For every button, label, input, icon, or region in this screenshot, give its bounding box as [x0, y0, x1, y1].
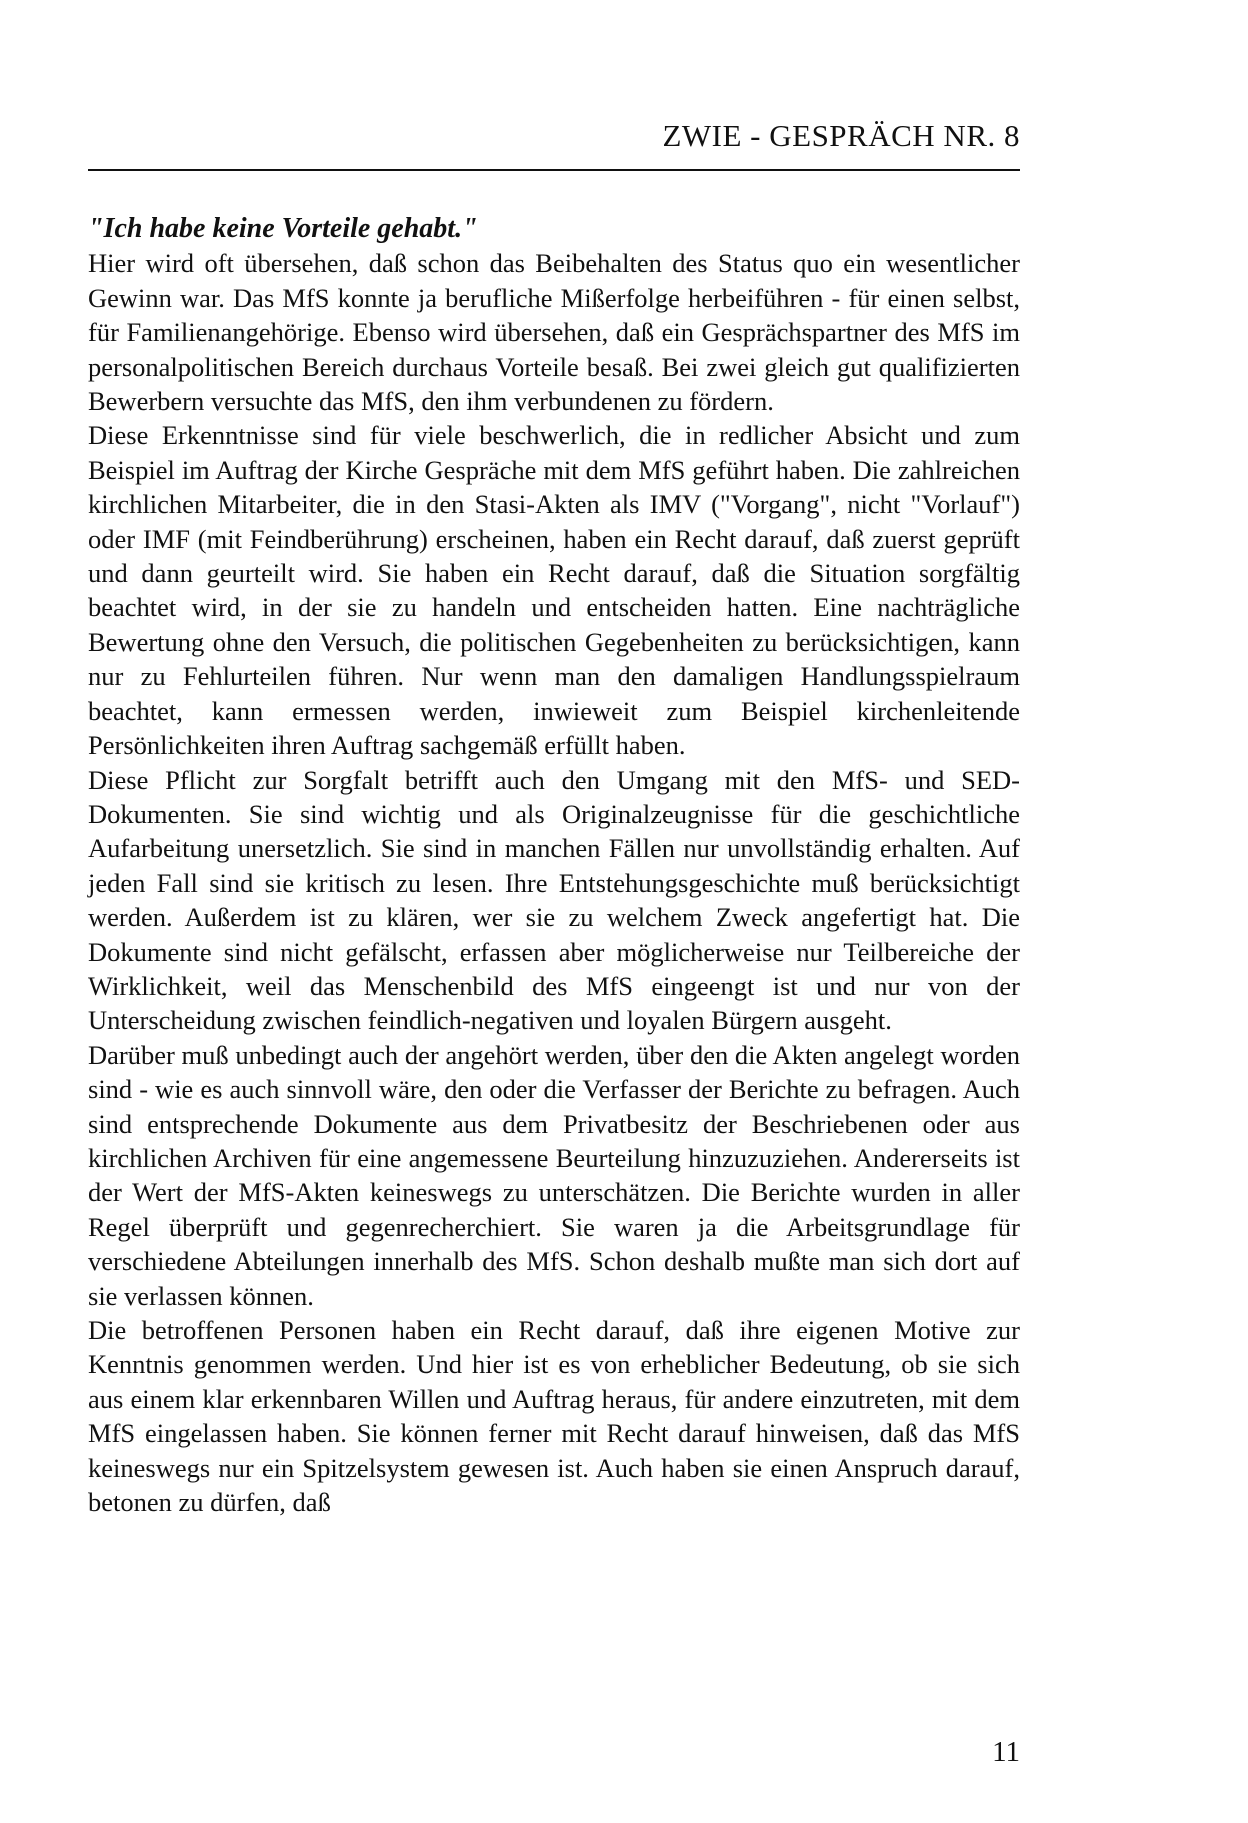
section-heading: "Ich habe keine Vorteile gehabt.": [88, 213, 478, 244]
header-rule: [88, 169, 1020, 171]
page-number: 11: [992, 1736, 1020, 1768]
running-header: ZWIE - GESPRÄCH NR. 8: [662, 118, 1020, 153]
paragraph: Diese Erkenntnisse sind für viele beschwerlich, die in redlicher Absicht und zum Beispiel im Auftrag der Kirche Gespräche mit dem MfS geführt haben. Die zahlreichen kirchlichen Mitarbeiter, die in den Stasi-Akten als IMV ("Vorgang", nicht "Vorlauf") oder IMF (mit Feindberührung) erscheinen, haben ein Recht darauf, daß zuerst geprüft und dann geurteilt wird. Sie haben ein Recht darauf, daß die Situation sorgfältig beachtet wird, in der sie zu handeln und entscheiden hatten. Eine nachträgliche Bewertung ohne den Versuch, die politischen Gegebenheiten zu berücksichtigen, kann nur zu Fehlurteilen führen. Nur wenn man den damaligen Handlungsspielraum beachtet, kann ermessen werden, inwieweit zum Beispiel kirchenleitende Persönlichkeiten ihren Auftrag sachgemäß erfüllt haben.: [88, 420, 1020, 761]
paragraph: Darüber muß unbedingt auch der angehört werden, über den die Akten angelegt worden sind - wie es auch sinnvoll wäre, den oder die Verfasser der Berichte zu befragen. Auch sind entsprechende Dokumente aus dem Privatbesitz der Beschriebenen oder aus kirchlichen Archiven für eine angemessene Beurteilung hinzuzuziehen. Andererseits ist der Wert der MfS-Akten keineswegs zu unterschätzen. Die Berichte wurden in aller Regel überprüft und gegenrecherchiert. Sie waren ja die Arbeitsgrundlage für verschiedene Abteilungen innerhalb des MfS. Schon deshalb mußte man sich dort auf sie verlassen können.: [88, 1039, 1020, 1311]
paragraph: Die betroffenen Personen haben ein Recht darauf, daß ihre eigenen Motive zur Kenntnis genommen werden. Und hier ist es von erheblicher Bedeutung, ob sie sich aus einem klar erkennbaren Willen und Auftrag heraus, für andere einzutreten, mit dem MfS eingelassen haben. Sie können ferner mit Recht darauf hinweisen, daß das MfS keineswegs nur ein Spitzelsystem gewesen ist. Auch haben sie einen Anspruch darauf, betonen zu dürfen, daß: [88, 1315, 1020, 1518]
paragraph: Diese Pflicht zur Sorgfalt betrifft auch den Umgang mit den MfS- und SED-Dokumenten. Sie sind wichtig und als Originalzeugnisse für die geschichtliche Aufarbeitung unersetzlich. Sie sind in manchen Fällen nur unvollständig erhalten. Auf jeden Fall sind sie kritisch zu lesen. Ihre Entstehungsgeschichte muß berücksichtigt werden. Außerdem ist zu klären, wer sie zu welchem Zweck angefertigt hat. Die Dokumente sind nicht gefälscht, erfassen aber möglicherweise nur Teilbereiche der Wirklichkeit, weil das Menschenbild des MfS eingeengt ist und nur von der Unterscheidung zwischen feindlich-negativen und loyalen Bürgern ausgeht.: [88, 764, 1020, 1036]
body-text: [88, 212, 1020, 1519]
paragraph: Hier wird oft übersehen, daß schon das Beibehalten des Status quo ein wesentlicher Gewinn war. Das MfS konnte ja berufliche Mißerfolge herbeiführen - für einen selbst, für Familienangehörige. Ebenso wird übersehen, daß ein Gesprächspartner des MfS im personalpolitischen Bereich durchaus Vorteile besaß. Bei zwei gleich gut qualifizierten Bewerbern versuchte das MfS, den ihm verbundenen zu fördern.: [88, 248, 1020, 417]
